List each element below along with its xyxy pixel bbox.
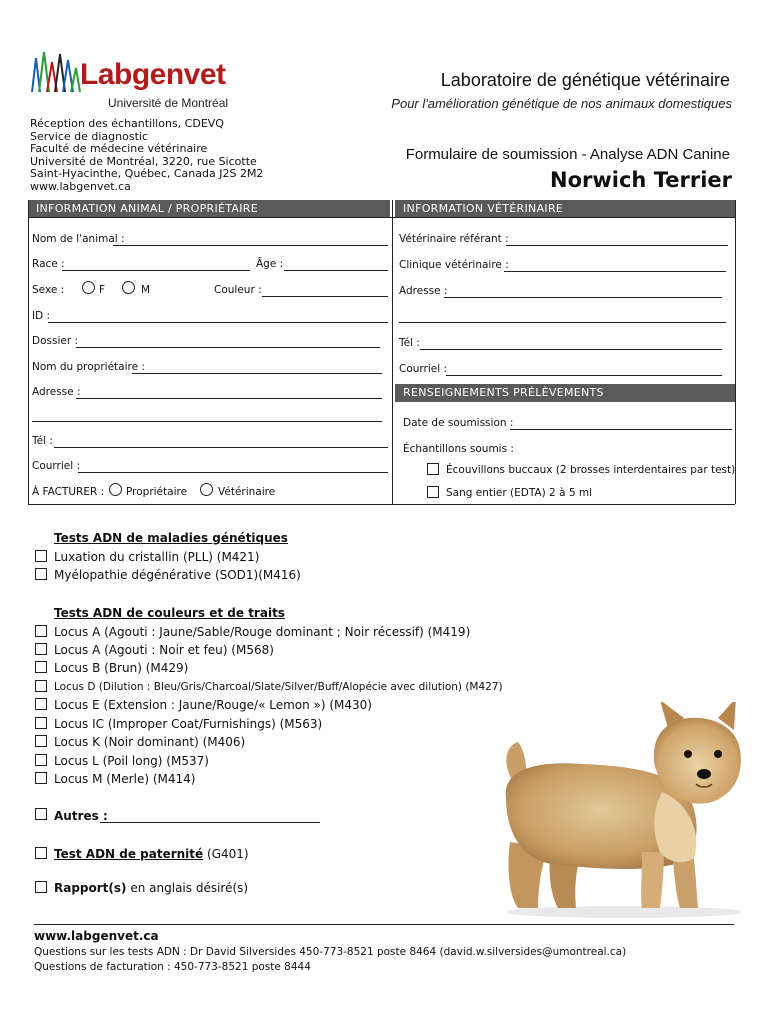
file-label: Dossier :: [32, 335, 79, 347]
sex-f-radio[interactable]: [82, 281, 95, 294]
color-label: Couleur :: [214, 284, 262, 296]
norwich-terrier-photo: [492, 702, 750, 920]
vet-address-field-2[interactable]: [399, 310, 726, 323]
address-line: Saint-Hyacinthe, Québec, Canada J2S 2M2: [30, 167, 264, 180]
footer-website[interactable]: www.labgenvet.ca: [34, 929, 159, 943]
owner-phone-label: Tél :: [32, 435, 53, 447]
test-checkbox[interactable]: [35, 735, 47, 747]
bill-vet-radio[interactable]: [200, 483, 213, 496]
report-checkbox[interactable]: [35, 881, 47, 893]
footer-questions-billing: Questions de facturation : 450-773-8521 poste 8444: [34, 961, 311, 973]
test-checkbox[interactable]: [35, 643, 47, 655]
submission-date-label: Date de soumission :: [403, 417, 514, 429]
file-field[interactable]: [76, 335, 380, 348]
test-label: Locus D (Dilution : Bleu/Gris/Charcoal/Slate/Silver/Buff/Alopécie avec dilution) (M427): [54, 681, 503, 693]
test-label: Locus M (Merle) (M414): [54, 772, 196, 786]
sampling-section-header: RENSEIGNEMENTS PRÉLÈVEMENTS: [395, 384, 735, 402]
owner-address-field-2[interactable]: [32, 409, 382, 422]
test-checkbox[interactable]: [35, 625, 47, 637]
bill-vet-label: Vétérinaire: [218, 486, 276, 498]
form-border-left: [28, 200, 29, 504]
test-label: Locus A (Agouti : Noir et feu) (M568): [54, 643, 274, 657]
address-line: Réception des échantillons, CDEVQ: [30, 117, 224, 130]
race-field[interactable]: [62, 258, 250, 271]
test-label: Luxation du cristallin (PLL) (M421): [54, 550, 260, 564]
referring-vet-label: Vétérinaire référant :: [399, 233, 509, 245]
owner-name-label: Nom du propriétaire :: [32, 361, 145, 373]
report-rest: en anglais désiré(s): [130, 881, 249, 895]
owner-email-field[interactable]: [78, 460, 388, 473]
vet-section-header: INFORMATION VÉTÉRINAIRE: [395, 200, 735, 217]
address-line: Université de Montréal, 3220, rue Sicotte: [30, 154, 257, 168]
university-name: Université de Montréal: [108, 96, 229, 110]
swabs-checkbox[interactable]: [427, 463, 439, 475]
address-line: Service de diagnostic: [30, 129, 149, 143]
lab-address-block: [30, 118, 263, 193]
test-label: Locus K (Noir dominant) (M406): [54, 735, 246, 749]
race-label: Race :: [32, 258, 65, 270]
swabs-label: Écouvillons buccaux (2 brosses interdentaires par test): [446, 464, 736, 476]
report-label: [54, 881, 248, 895]
test-checkbox[interactable]: [35, 550, 47, 562]
sex-f-label: F: [99, 284, 106, 296]
animal-name-label: Nom de l'animal :: [32, 233, 125, 245]
animal-owner-section-header: INFORMATION ANIMAL / PROPRIÉTAIRE: [28, 200, 390, 217]
vet-email-label: Courriel :: [399, 363, 448, 375]
clinic-label: Clinique vétérinaire :: [399, 259, 509, 271]
logo-wordmark: Labgenvet: [80, 58, 226, 91]
owner-email-label: Courriel :: [32, 460, 81, 472]
sex-m-label: M: [141, 284, 151, 296]
paternity-checkbox[interactable]: [35, 847, 47, 859]
test-checkbox[interactable]: [35, 698, 47, 710]
test-checkbox[interactable]: [35, 680, 47, 692]
vet-address-label: Adresse :: [399, 285, 448, 297]
bill-owner-label: Propriétaire: [126, 486, 188, 498]
id-field[interactable]: [48, 310, 388, 323]
owner-address-field[interactable]: [76, 386, 382, 399]
lab-title: Laboratoire de génétique vétérinaire: [440, 70, 730, 90]
test-checkbox[interactable]: [35, 772, 47, 784]
disease-tests-heading: Tests ADN de maladies génétiques: [54, 531, 288, 545]
owner-phone-field[interactable]: [54, 435, 388, 448]
sex-label: Sexe :: [32, 284, 65, 296]
color-tests-heading: Tests ADN de couleurs et de traits: [54, 606, 285, 620]
blood-checkbox[interactable]: [427, 486, 439, 498]
test-label: Locus IC (Improper Coat/Furnishings) (M563): [54, 717, 323, 731]
address-line: Faculté de médecine vétérinaire: [30, 142, 208, 155]
referring-vet-field[interactable]: [506, 233, 728, 246]
animal-name-field[interactable]: [113, 233, 388, 246]
owner-address-label: Adresse :: [32, 386, 81, 398]
samples-label: Échantillons soumis :: [403, 443, 514, 455]
paternity-code: (G401): [207, 847, 249, 861]
bill-owner-radio[interactable]: [109, 483, 122, 496]
vet-email-field[interactable]: [446, 363, 722, 376]
others-field[interactable]: [100, 809, 320, 823]
lab-subtitle: Pour l'amélioration génétique de nos animaux domestiques: [391, 96, 732, 111]
paternity-label: [54, 847, 249, 861]
blood-label: Sang entier (EDTA) 2 à 5 ml: [446, 487, 593, 499]
vet-address-field[interactable]: [444, 285, 722, 298]
test-label: Myélopathie dégénérative (SOD1)(M416): [54, 568, 301, 582]
form-border-right: [735, 200, 736, 504]
test-label: Locus E (Extension : Jaune/Rouge/« Lemon ») (M430): [54, 698, 372, 712]
test-label: Locus A (Agouti : Jaune/Sable/Rouge dominant ; Noir récessif) (M419): [54, 625, 471, 639]
dna-peaks-logo-icon: [30, 48, 82, 94]
test-checkbox[interactable]: [35, 754, 47, 766]
owner-name-field[interactable]: [132, 361, 382, 374]
footer-questions-tests: Questions sur les tests ADN : Dr David Silversides 450-773-8521 poste 8464 (david.w.silversides@umontreal.ca): [34, 946, 627, 958]
address-website[interactable]: www.labgenvet.ca: [30, 179, 131, 193]
breed-title: Norwich Terrier: [550, 168, 732, 192]
test-checkbox[interactable]: [35, 717, 47, 729]
form-title: Formulaire de soumission - Analyse ADN Canine: [405, 146, 730, 163]
form-border-bottom: [28, 504, 735, 505]
form-border-middle: [392, 200, 393, 504]
sex-m-radio[interactable]: [122, 281, 135, 294]
submission-date-field[interactable]: [510, 417, 732, 430]
color-field[interactable]: [262, 284, 388, 297]
billing-label: À FACTURER :: [32, 486, 105, 498]
test-label: Locus B (Brun) (M429): [54, 661, 189, 675]
paternity-title: Test ADN de paternité: [54, 847, 204, 861]
vet-phone-label: Tél :: [399, 337, 420, 349]
test-checkbox[interactable]: [35, 661, 47, 673]
id-label: ID :: [32, 310, 51, 322]
age-label: Âge :: [256, 258, 284, 270]
clinic-field[interactable]: [504, 259, 726, 272]
footer-divider: [34, 924, 734, 925]
test-label: Locus L (Poil long) (M537): [54, 754, 209, 768]
age-field[interactable]: [284, 258, 388, 271]
vet-phone-field[interactable]: [420, 337, 722, 350]
test-checkbox[interactable]: [35, 568, 47, 580]
others-checkbox[interactable]: [35, 808, 47, 820]
report-title: Rapport(s): [54, 881, 127, 895]
form-border-top: [28, 217, 735, 218]
others-label: Autres :: [54, 809, 108, 823]
